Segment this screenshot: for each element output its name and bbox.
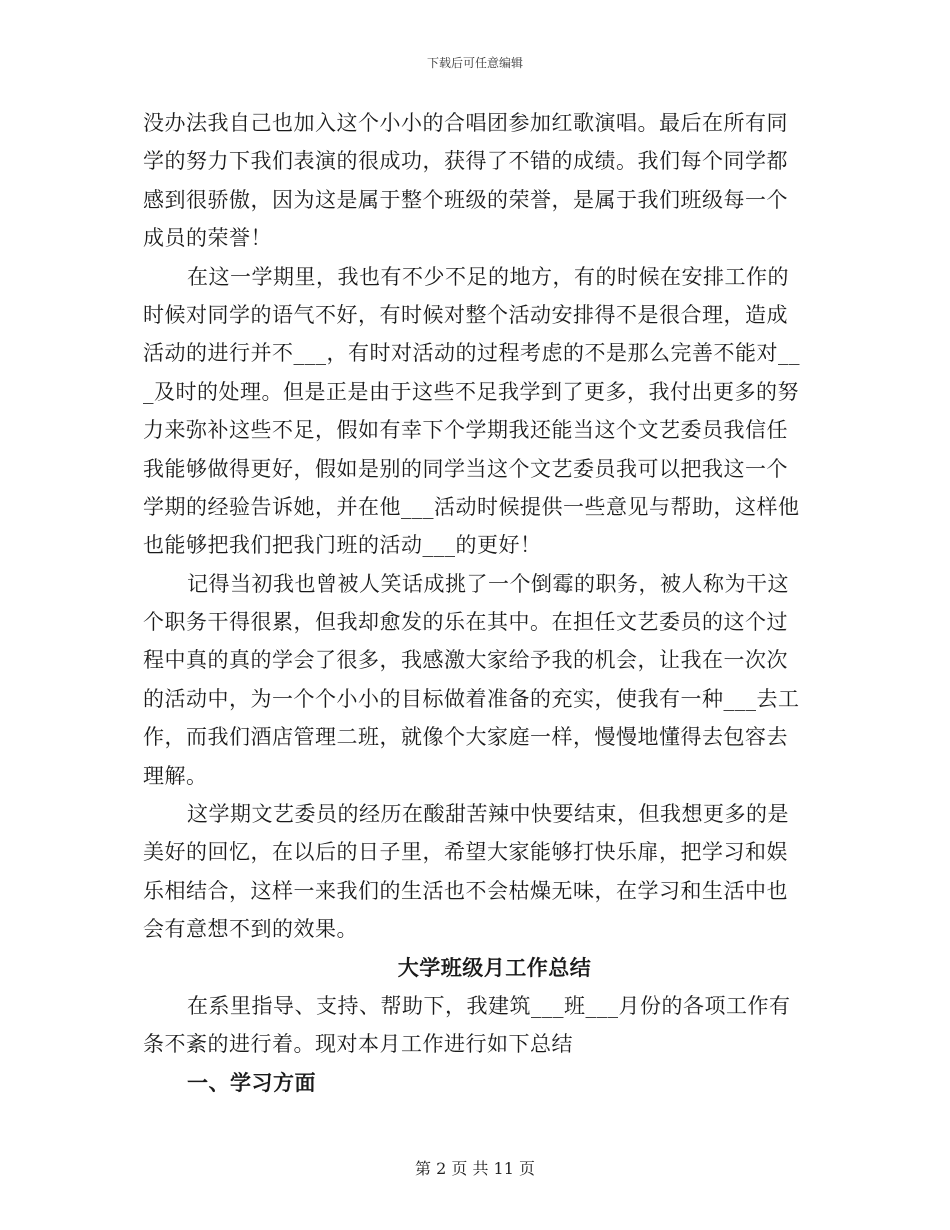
paragraph-line: 学的努力下我们表演的很成功，获得了不错的成绩。我们每个同学都 [143,149,788,174]
page-header: 下载后可任意编辑 [426,56,523,70]
paragraph-line: 记得当初我也曾被人笑话成挑了一个倒霉的职务，被人称为干这 [187,571,789,596]
paragraph-line: 美好的回忆，在以后的日子里，希望大家能够打快乐扉，把学习和娱 [143,840,788,865]
paragraph-line: 作，而我们酒店管理二班，就像个大家庭一样，慢慢地懂得去包容去 [143,725,788,750]
paragraph-line: 理解。 [143,763,208,788]
paragraph-line: 时候对同学的语气不好，有时候对整个活动安排得不是很合理，造成 [143,302,788,327]
paragraph-line: 我能够做得更好，假如是别的同学当这个文艺委员我可以把我这一个 [143,456,788,481]
paragraph-line: 也能够把我们把我门班的活动___的更好！ [143,533,542,558]
paragraph-line: 活动的进行并不___，有时对活动的过程考虑的不是那么完善不能对__ [143,341,800,366]
paragraph-line: 程中真的真的学会了很多，我感激大家给予我的机会，让我在一次次 [143,648,788,673]
paragraph-line: 这学期文艺委员的经历在酸甜苦辣中快要结束，但我想更多的是 [187,802,789,827]
paragraph-line: 学期的经验告诉她，并在他___活动时候提供一些意见与帮助，这样他 [143,494,800,519]
paragraph-line: 条不紊的进行着。现对本月工作进行如下总结 [143,1032,573,1057]
page-footer: 第 2 页 共 11 页 [415,1159,535,1178]
paragraph-line: 力来弥补这些不足，假如有幸下个学期我还能当这个文艺委员我信任 [143,418,788,443]
paragraph-line: 会有意想不到的效果。 [143,917,358,942]
paragraph-line: 感到很骄傲，因为这是属于整个班级的荣誉，是属于我们班级每一个 [143,187,788,212]
paragraph-line: 没办法我自己也加入这个小小的合唱团参加红歌演唱。最后在所有同 [143,111,788,135]
paragraph-line: 成员的荣誉！ [143,226,272,251]
paragraph-line: 个职务干得很累，但我却愈发的乐在其中。在担任文艺委员的这个过 [143,610,788,635]
section-title: 大学班级月工作总结 [397,954,592,980]
paragraph-line: _及时的处理。但是正是由于这些不足我学到了更多，我付出更多的努 [143,379,799,404]
paragraph-line: 在这一学期里，我也有不少不足的地方，有的时候在安排工作的 [187,264,789,289]
paragraph-line: 的活动中，为一个个小小的目标做着准备的充实，使我有一种___去工 [143,686,800,711]
subsection-heading: 一、学习方面 [187,1069,316,1095]
paragraph-line: 在系里指导、支持、帮助下，我建筑___班___月份的各项工作有 [187,993,791,1018]
paragraph-line: 乐相结合，这样一来我们的生活也不会枯燥无味，在学习和生活中也 [143,878,788,903]
body-text [143,104,806,1102]
